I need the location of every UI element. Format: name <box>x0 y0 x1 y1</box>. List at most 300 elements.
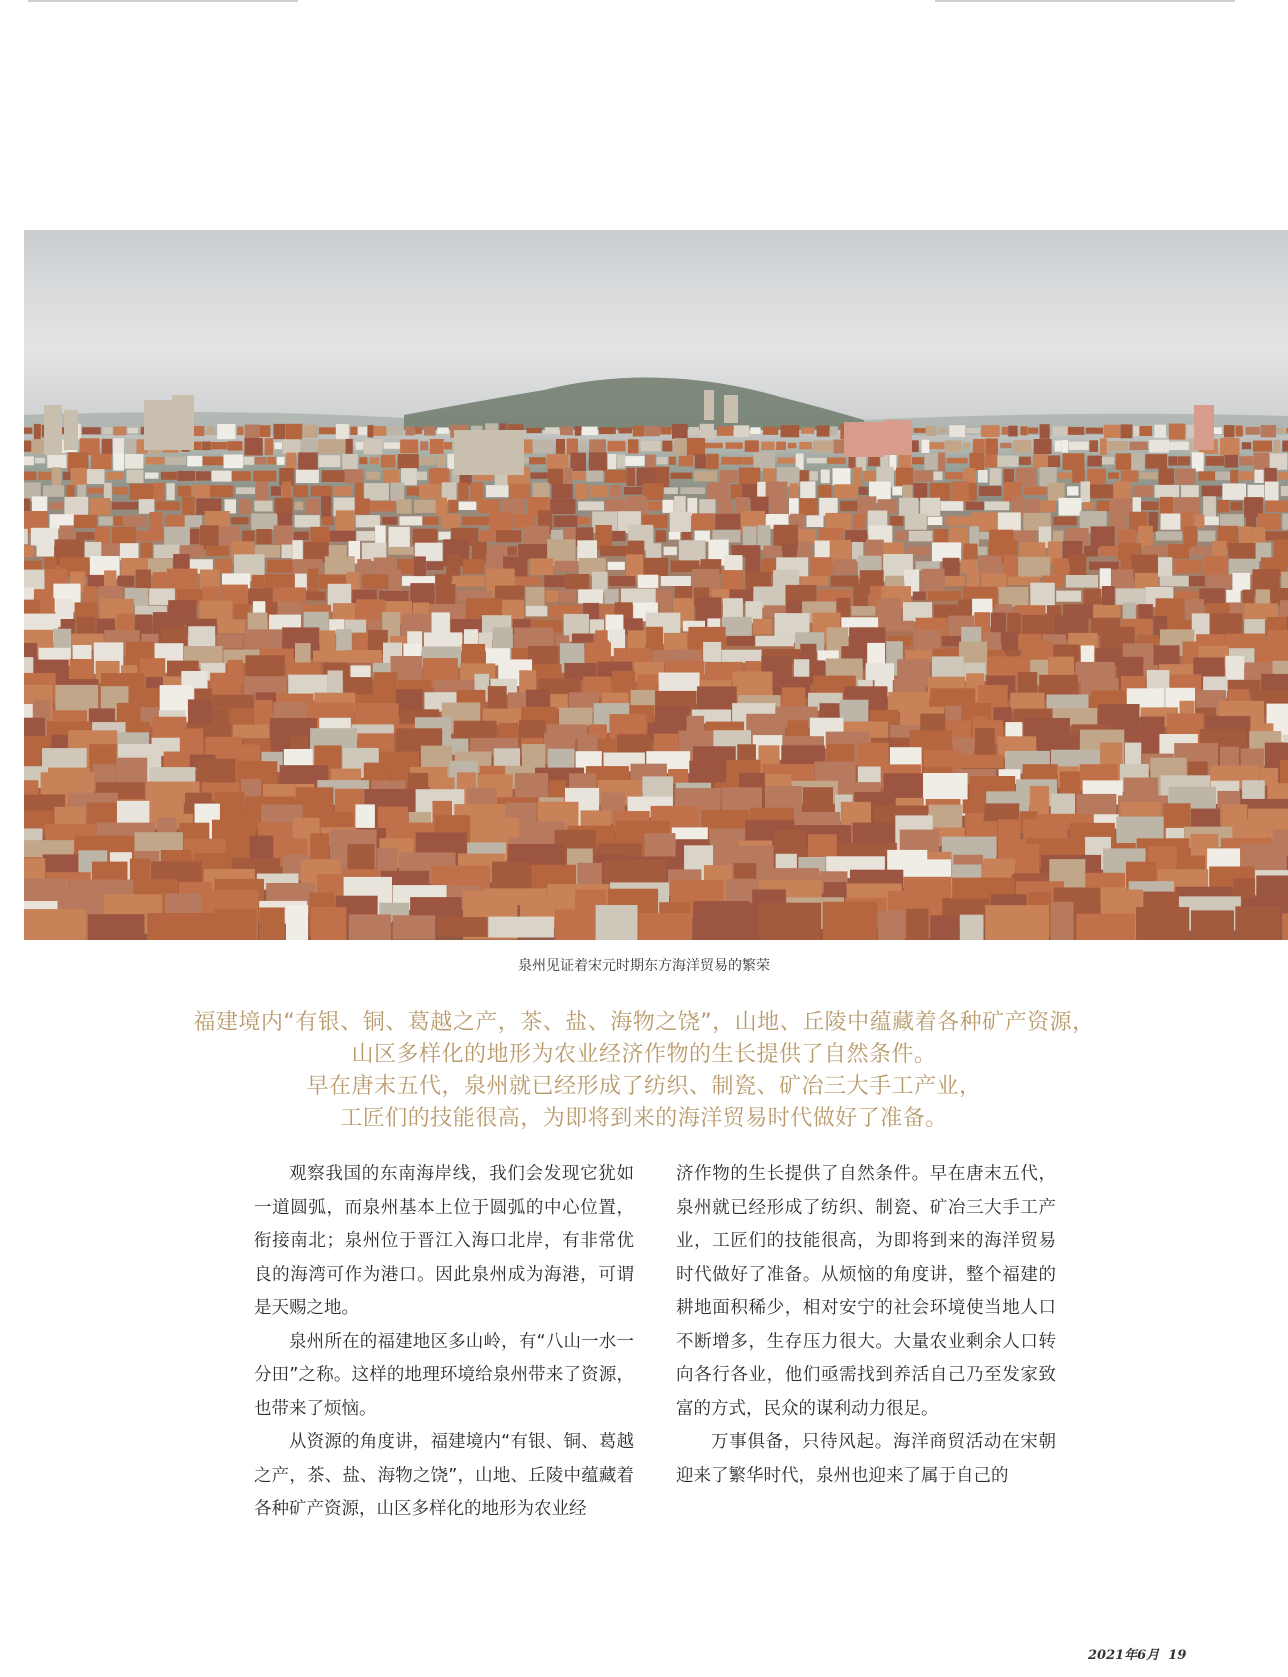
building-block <box>545 427 560 434</box>
building-block <box>1053 558 1069 575</box>
building-block <box>1230 470 1238 483</box>
building-block <box>924 453 937 469</box>
building-block <box>530 558 553 575</box>
building-block <box>1138 604 1153 619</box>
building-block <box>890 516 904 526</box>
building-block <box>652 650 666 662</box>
building-block <box>605 470 627 483</box>
building-block <box>555 910 595 941</box>
building-block <box>187 456 202 467</box>
building-block <box>113 427 126 436</box>
building-block <box>669 532 681 540</box>
building-block <box>715 514 740 530</box>
building-block <box>389 527 410 548</box>
building-block <box>321 496 331 518</box>
building-block <box>742 484 757 499</box>
building-block <box>393 915 436 939</box>
building-block <box>125 439 136 455</box>
building-block <box>203 457 224 466</box>
building-block <box>707 454 719 469</box>
building-block <box>799 498 817 515</box>
building-block <box>1116 588 1146 604</box>
aerial-city-photo <box>24 230 1288 940</box>
building-block <box>342 454 357 469</box>
building-block <box>1168 456 1177 465</box>
building-block <box>1131 453 1144 471</box>
building-block <box>639 913 692 940</box>
building-block <box>657 457 668 465</box>
building-block <box>863 471 876 482</box>
building-block <box>239 499 252 514</box>
building-block <box>1202 486 1223 497</box>
building-block <box>319 427 336 434</box>
building-block <box>1232 573 1250 591</box>
tower-block <box>1194 405 1214 450</box>
building-block <box>400 440 418 454</box>
building-block <box>24 529 28 544</box>
building-block <box>717 426 734 436</box>
building-block <box>726 636 755 646</box>
building-block <box>851 606 875 616</box>
building-block <box>444 442 452 450</box>
building-block <box>1108 441 1128 451</box>
building-block <box>91 454 112 470</box>
building-block <box>1265 482 1279 503</box>
building-block <box>885 576 904 587</box>
building-block <box>486 485 509 497</box>
building-block <box>253 471 276 482</box>
building-block <box>192 426 204 436</box>
building-block <box>1004 469 1014 485</box>
building-block <box>218 635 243 648</box>
building-block <box>1154 425 1166 438</box>
building-block <box>1246 427 1260 435</box>
building-block <box>77 484 86 498</box>
building-block <box>420 457 436 465</box>
building-block <box>530 472 547 478</box>
building-block <box>1141 502 1158 510</box>
building-block <box>230 709 252 725</box>
building-block <box>586 471 603 482</box>
building-block <box>753 619 772 635</box>
building-block <box>283 439 301 453</box>
building-block <box>660 427 671 435</box>
building-block <box>945 576 965 586</box>
building-block <box>625 456 645 466</box>
building-block <box>949 425 965 437</box>
building-block <box>556 439 565 454</box>
mountain-shape <box>404 378 864 431</box>
building-block <box>902 485 912 498</box>
building-block <box>87 469 105 484</box>
building-block <box>413 529 438 545</box>
building-block <box>358 427 367 435</box>
building-block <box>88 575 105 588</box>
building-block <box>112 502 138 510</box>
building-block <box>529 457 546 464</box>
body-paragraph: 泉州所在的福建地区多山岭，有“八山一水一分田”之称。这样的地理环境给泉州带来了资源，也带来了烦恼。 <box>254 1331 634 1419</box>
building-block <box>1133 426 1139 436</box>
building-block <box>978 547 988 556</box>
building-block <box>37 546 55 557</box>
building-block <box>833 468 851 485</box>
building-block <box>370 457 379 464</box>
building-block <box>664 547 677 556</box>
building-block <box>566 574 590 589</box>
building-block <box>356 442 364 450</box>
building-block <box>71 468 87 486</box>
building-block <box>1236 426 1243 437</box>
building-block <box>930 915 958 939</box>
building-block <box>985 501 1010 510</box>
building-block <box>662 441 672 452</box>
building-block <box>213 695 254 708</box>
building-block <box>1100 438 1107 455</box>
building-block <box>302 439 317 454</box>
building-block <box>560 427 573 436</box>
building-block <box>759 903 821 940</box>
building-block <box>182 497 195 518</box>
building-block <box>707 482 729 501</box>
building-block <box>1081 481 1091 502</box>
building-block <box>600 546 628 556</box>
building-block <box>813 441 834 452</box>
building-block <box>318 455 340 467</box>
building-block <box>24 472 36 481</box>
building-block <box>700 424 714 439</box>
building-block <box>1083 502 1094 510</box>
building-block <box>682 532 692 540</box>
building-block <box>1282 913 1288 940</box>
building-block <box>438 917 488 937</box>
building-block <box>1282 514 1288 530</box>
building-block <box>834 559 857 574</box>
building-block <box>1047 695 1089 709</box>
building-block <box>260 425 271 437</box>
building-block <box>1057 472 1072 479</box>
building-block <box>870 710 899 723</box>
building-block <box>1108 472 1119 478</box>
building-block <box>926 426 936 436</box>
building-block <box>979 486 1001 496</box>
building-block <box>610 485 622 497</box>
building-block <box>1174 560 1202 573</box>
building-block <box>1056 591 1081 602</box>
pull-quote <box>0 1007 1288 1135</box>
building-block <box>1254 470 1263 483</box>
building-block <box>544 575 565 587</box>
building-block <box>1089 440 1098 452</box>
building-block <box>31 439 45 453</box>
building-block <box>633 426 644 437</box>
building-block <box>892 486 902 495</box>
building-block <box>212 471 232 482</box>
building-block <box>578 589 603 603</box>
building-block <box>1053 531 1064 542</box>
building-block <box>150 512 163 532</box>
building-block <box>427 562 444 570</box>
building-block <box>351 665 371 677</box>
tower-block <box>844 422 884 457</box>
building-block <box>578 501 604 510</box>
building-block <box>322 470 345 482</box>
building-block <box>821 470 830 484</box>
building-block <box>1267 783 1288 800</box>
building-block <box>161 472 177 480</box>
building-block <box>1190 547 1212 556</box>
building-block <box>951 481 969 503</box>
building-block <box>63 472 71 480</box>
building-block <box>575 426 582 436</box>
building-block <box>943 558 960 576</box>
building-block <box>1159 468 1175 485</box>
building-block <box>407 486 419 495</box>
building-block <box>1198 471 1215 480</box>
building-block <box>608 562 625 570</box>
building-block <box>1195 515 1205 528</box>
building-block <box>661 576 691 586</box>
building-block <box>990 468 1002 485</box>
building-block <box>256 481 269 503</box>
building-block <box>1052 426 1067 435</box>
building-block <box>273 424 285 439</box>
building-block <box>1023 487 1046 495</box>
city-skyline-illustration <box>24 230 1288 940</box>
building-block <box>306 592 326 601</box>
building-block <box>424 426 436 435</box>
building-block <box>99 516 113 525</box>
building-block <box>322 517 334 526</box>
building-block <box>608 441 626 452</box>
building-block <box>211 442 227 449</box>
building-block <box>496 530 522 542</box>
building-block <box>807 515 824 527</box>
building-block <box>1020 426 1027 435</box>
building-block <box>1140 472 1158 479</box>
building-block <box>24 909 86 940</box>
building-block <box>164 527 190 548</box>
building-block <box>1120 424 1132 438</box>
building-block <box>928 517 943 525</box>
building-block <box>1208 575 1231 588</box>
body-paragraph: 观察我国的东南海岸线，我们会发现它犹如一道圆弧，而泉州基本上位于圆弧的中心位置，衔接南北；泉州位于晋江入海口北岸，有非常优良的海湾可作为港口。因此泉州成为海港，可谓是天赐之地。 <box>254 1164 634 1318</box>
pull-quote-line: 工匠们的技能很高，为即将到来的海洋贸易时代做好了准备。 <box>340 1106 948 1131</box>
building-block <box>113 438 124 455</box>
building-block <box>414 500 436 513</box>
building-block <box>437 428 449 434</box>
building-block <box>694 471 717 481</box>
building-block <box>970 453 985 471</box>
building-block <box>578 441 586 450</box>
building-block <box>1102 457 1114 465</box>
building-block <box>478 499 500 513</box>
building-block <box>296 470 319 483</box>
building-block <box>185 515 202 527</box>
building-block <box>853 467 862 486</box>
building-block <box>572 472 585 481</box>
building-block <box>1217 500 1229 512</box>
building-block <box>1094 605 1121 618</box>
building-block <box>217 424 235 439</box>
building-block <box>383 470 399 484</box>
building-block <box>895 532 908 541</box>
building-block <box>567 439 578 455</box>
building-block <box>479 531 494 541</box>
building-block <box>646 543 662 560</box>
building-block <box>840 501 857 511</box>
building-block <box>147 913 214 940</box>
building-block <box>259 908 285 941</box>
building-block <box>76 532 95 540</box>
building-block <box>914 470 933 481</box>
building-block <box>810 471 818 480</box>
building-block <box>526 428 542 433</box>
building-block <box>695 454 706 468</box>
building-block <box>212 709 229 725</box>
building-block <box>382 517 397 525</box>
building-block <box>1281 486 1288 496</box>
building-block <box>920 498 940 516</box>
header-rule-right <box>935 0 1235 2</box>
building-block <box>1076 914 1135 940</box>
building-block <box>1198 531 1215 542</box>
building-block <box>1181 485 1199 497</box>
building-block <box>1178 456 1191 465</box>
building-block <box>782 544 796 560</box>
building-block <box>66 485 74 498</box>
building-block <box>1068 427 1084 435</box>
building-block <box>49 502 63 509</box>
page-folio <box>1088 1644 1186 1663</box>
building-block <box>1242 442 1252 449</box>
building-block <box>942 636 961 646</box>
building-block <box>345 469 364 483</box>
building-block <box>267 457 276 465</box>
building-block <box>761 442 774 450</box>
building-block <box>963 799 986 813</box>
building-block <box>827 458 846 464</box>
building-block <box>88 488 104 494</box>
building-block <box>334 486 352 496</box>
building-block <box>368 425 374 437</box>
building-block <box>1086 428 1103 434</box>
building-block <box>720 470 739 483</box>
building-block <box>1066 575 1098 588</box>
building-block <box>914 428 926 433</box>
building-block <box>196 471 211 480</box>
building-block <box>384 442 400 448</box>
body-paragraph: 万事俱备，只待风起。海洋商贸活动在宋朝迎来了繁华时代，泉州也迎来了属于自己的 <box>676 1432 1056 1486</box>
building-block <box>1239 456 1253 465</box>
building-block <box>264 574 294 589</box>
building-block <box>113 487 129 495</box>
building-block <box>1040 500 1056 512</box>
building-block <box>1034 439 1052 454</box>
building-block <box>1149 440 1169 453</box>
building-block <box>462 517 489 526</box>
building-block <box>899 498 919 516</box>
building-block <box>550 694 567 709</box>
building-block <box>648 501 662 510</box>
pull-quote-line: 早在唐末五代，泉州就已经形成了纺织、制瓷、矿冶三大手工产业， <box>306 1074 982 1099</box>
building-block <box>1191 910 1234 940</box>
building-block <box>370 501 395 512</box>
building-block <box>801 576 829 585</box>
building-block <box>501 499 526 515</box>
building-block <box>628 439 639 453</box>
building-block <box>295 574 307 590</box>
building-block <box>596 905 638 940</box>
building-block <box>717 499 733 514</box>
building-block <box>355 483 364 501</box>
building-block <box>417 472 427 481</box>
building-block <box>24 441 31 452</box>
building-block <box>252 575 265 588</box>
building-block <box>123 516 146 527</box>
building-block <box>624 487 642 495</box>
building-block <box>381 455 396 468</box>
building-block <box>739 468 760 487</box>
building-block <box>236 487 255 494</box>
building-block <box>1129 442 1147 450</box>
building-block <box>788 443 797 449</box>
building-block <box>243 457 254 465</box>
building-block <box>359 457 367 464</box>
building-block <box>228 441 243 450</box>
tower-block <box>724 395 738 423</box>
building-block <box>127 428 138 434</box>
building-block <box>823 902 878 940</box>
building-block <box>550 499 575 514</box>
building-block <box>1145 454 1167 468</box>
building-block <box>745 440 759 452</box>
building-block <box>526 606 548 617</box>
building-block <box>1139 426 1152 436</box>
building-block <box>202 442 211 451</box>
building-block <box>366 472 380 480</box>
building-block <box>350 427 357 435</box>
building-block <box>329 545 347 557</box>
building-block <box>24 428 32 434</box>
building-block <box>1028 428 1038 434</box>
building-block <box>979 532 989 539</box>
building-block <box>1239 471 1254 480</box>
building-block <box>436 498 447 516</box>
building-block <box>177 471 195 481</box>
building-block <box>1008 426 1017 437</box>
building-block <box>998 456 1019 467</box>
building-block <box>938 452 945 471</box>
building-block <box>298 452 318 471</box>
building-block <box>669 457 676 465</box>
building-block <box>165 515 185 528</box>
building-block <box>353 633 368 652</box>
building-block <box>390 483 404 502</box>
building-block <box>1002 427 1008 435</box>
building-block <box>117 576 134 587</box>
building-block <box>1261 425 1277 437</box>
building-block <box>546 590 559 602</box>
building-block <box>548 469 563 485</box>
building-block <box>357 559 371 574</box>
building-block <box>398 454 419 469</box>
building-block <box>155 502 180 511</box>
building-block <box>853 514 866 529</box>
building-block <box>913 592 926 601</box>
building-block <box>674 438 687 455</box>
building-block <box>1226 590 1240 603</box>
building-block <box>817 426 830 437</box>
